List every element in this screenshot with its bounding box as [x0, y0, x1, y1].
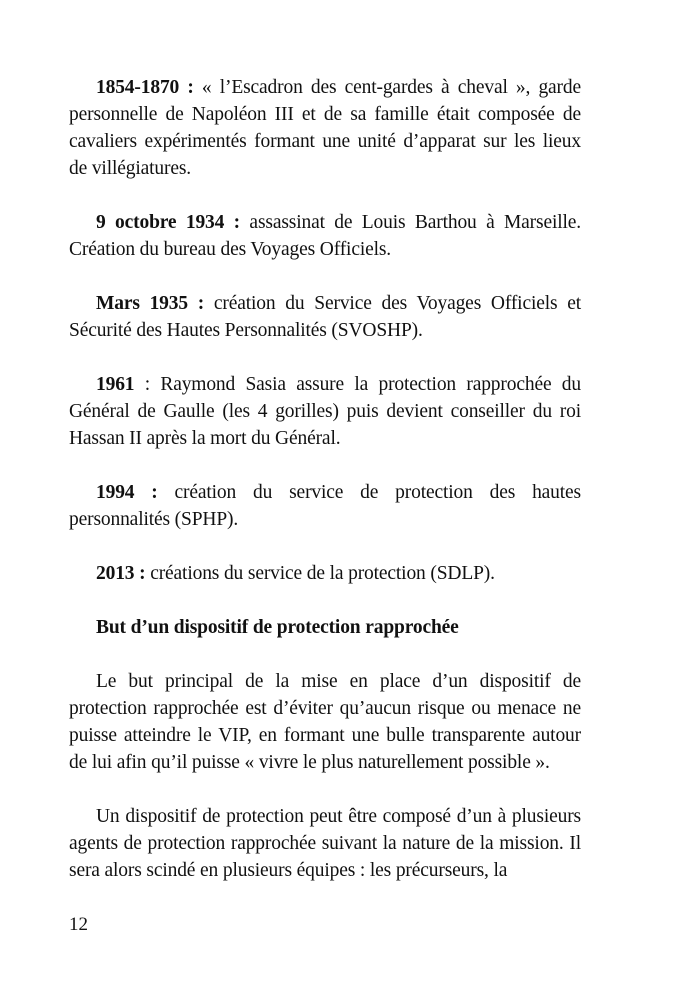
body-paragraph-purpose: Le but principal de la mise en place d’un dispositif de protection rapprochée est d’éviter qu’aucun risque ou menace ne puisse atteindre le VIP, en formant une bulle transparente autour de lui afin qu’il puisse « vivre le plus naturellement possible ». — [69, 671, 581, 773]
timeline-entry-1854 — [69, 74, 581, 182]
entry-date: 2013 : — [96, 563, 146, 584]
entry-date: 1961 — [96, 374, 135, 395]
section-heading: But d’un dispositif de protection rapprochée — [96, 617, 459, 638]
page-body — [69, 74, 581, 884]
entry-date: Mars 1935 : — [96, 293, 205, 314]
entry-date: 1994 : — [96, 482, 158, 503]
timeline-entry-1994 — [69, 479, 581, 533]
entry-text: « l’Escadron des cent-gardes à cheval », garde personnelle de Napoléon III et de sa famille était composée de cavaliers expérimentés formant une unité d’apparat sur les lieux de villégiatures. — [69, 77, 581, 179]
entry-text: création du service de protection des hautes personnalités (SPHP). — [69, 482, 581, 530]
page-number: 12 — [69, 914, 88, 935]
entry-text: création du Service des Voyages Officiels et Sécurité des Hautes Personnalités (SVOSHP). — [69, 293, 581, 341]
timeline-entry-1935 — [69, 290, 581, 344]
entry-date: 1854-1870 : — [96, 77, 194, 98]
timeline-entry-2013 — [69, 560, 581, 587]
body-paragraph-composition: Un dispositif de protection peut être composé d’un à plusieurs agents de protection rapprochée suivant la nature de la mission. Il sera alors scindé en plusieurs équipes : les précurseurs, la — [69, 806, 581, 881]
entry-text: : Raymond Sasia assure la protection rapprochée du Général de Gaulle (les 4 gorilles) puis devient conseiller du roi Hassan II après la mort du Général. — [69, 374, 581, 449]
entry-text: assassinat de Louis Barthou à Marseille. Création du bureau des Voyages Officiels. — [69, 212, 582, 260]
timeline-entry-1934 — [69, 209, 581, 263]
timeline-entry-1961 — [69, 371, 581, 452]
entry-date: 9 octobre 1934 : — [96, 212, 241, 233]
entry-text: créations du service de la protection (SDLP). — [145, 563, 495, 584]
